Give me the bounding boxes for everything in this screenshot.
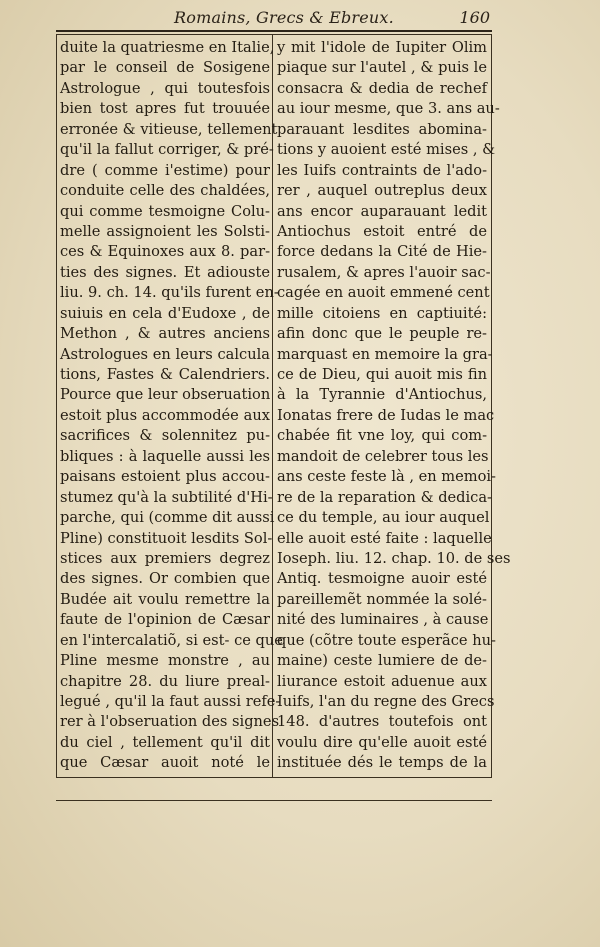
text-line: rer , auquel outreplus deux	[277, 182, 487, 200]
text-line: erronée & vitieuse, tellement	[60, 120, 278, 138]
text-line: estoit plus accommodée aux	[60, 406, 270, 424]
text-line: melle assignoient les Solsti-	[60, 222, 270, 240]
header-rule	[56, 30, 492, 32]
text-line: ce du temple, au iour auquel	[277, 509, 490, 527]
text-line: mille citoiens en captiuité:	[277, 304, 487, 322]
text-line: bien tost apres fut trouuée	[60, 100, 270, 118]
text-line: ans ceste feste là , en memoi-	[277, 468, 496, 486]
text-line: qui comme tesmoigne Colu-	[60, 202, 270, 220]
footer-rule	[56, 800, 492, 801]
text-line: Budée ait voulu remettre la	[60, 590, 270, 608]
text-line: force dedans la Cité de Hie-	[277, 243, 487, 261]
text-line: liurance estoit aduenue aux	[277, 672, 487, 690]
text-line: du ciel , tellement qu'il dit	[60, 733, 270, 751]
text-line: Pline) constituoit lesdits Sol-	[60, 529, 273, 547]
text-line: suiuis en cela d'Eudoxe , de	[60, 304, 270, 322]
text-line: tions y auoient esté mises , &	[277, 141, 496, 159]
text-line: Astrologue , qui toutesfois	[60, 79, 270, 97]
text-line: parauant lesdites abomina-	[277, 120, 487, 138]
text-line: consacra & dedia de rechef	[277, 79, 487, 97]
text-line: bliques : à laquelle aussi les	[60, 447, 270, 465]
text-line: ce de Dieu, qui auoit mis fin	[277, 366, 487, 383]
text-line: ces & Equinoxes aux 8. par-	[60, 243, 270, 261]
text-line: stumez qu'à la subtilité d'Hi-	[60, 488, 273, 506]
text-line: dre ( comme i'estime) pour	[60, 161, 270, 179]
right-column	[277, 38, 511, 774]
text-line: stices aux premiers degrez	[60, 549, 270, 567]
text-line: au iour mesme, que 3. ans au-	[277, 100, 500, 118]
text-line: re de la reparation & dedica-	[277, 488, 492, 506]
text-line: Antiq. tesmoigne auoir esté	[277, 570, 487, 588]
text-line: Astrologues en leurs calcula	[60, 345, 270, 363]
text-line: ans encor auparauant ledit	[277, 202, 487, 220]
text-line: rusalem, & apres l'auoir sac-	[277, 263, 491, 281]
text-line: chapitre 28. du liure preal-	[60, 672, 270, 690]
text-line: des signes. Or combien que	[60, 570, 270, 588]
text-line: duite la quatriesme en Italie,	[60, 39, 275, 56]
text-line: les Iuifs contraints de l'ado-	[277, 161, 487, 179]
text-line: conduite celle des chaldées,	[60, 182, 270, 200]
text-line: instituée dés le temps de la	[277, 754, 487, 772]
text-line: afin donc que le peuple re-	[277, 325, 487, 343]
text-line: 148. d'autres toutefois ont	[277, 713, 487, 731]
page-header	[56, 6, 492, 32]
text-line: Pline mesme monstre , au	[60, 652, 270, 670]
text-line: pareillemẽt nommée la solé-	[277, 590, 487, 608]
text-line: chabée fit vne loy, qui com-	[277, 427, 487, 445]
text-line: paisans estoient plus accou-	[60, 468, 270, 486]
text-line: que Cæsar auoit noté le	[60, 754, 270, 772]
text-line: faute de l'opinion de Cæsar	[60, 611, 270, 629]
text-line: Iuifs, l'an du regne des Grecs	[277, 693, 495, 710]
text-line: ties des signes. Et adiouste	[60, 263, 270, 281]
text-line: y mit l'idole de Iupiter Olim	[277, 39, 487, 56]
text-line: que (cõtre toute esperãce hu-	[277, 631, 496, 649]
text-line: mandoit de celebrer tous les	[277, 447, 489, 465]
text-line: à la Tyrannie d'Antiochus,	[277, 386, 487, 404]
running-title: Romains, Grecs & Ebreux.	[174, 8, 394, 27]
text-line: tions, Fastes & Calendriers.	[60, 366, 270, 383]
text-line: sacrifices & solennitez pu-	[60, 427, 270, 445]
text-line: Ionatas frere de Iudas le mac	[277, 406, 495, 424]
left-column	[60, 38, 283, 774]
text-line: piaque sur l'autel , & puis le	[277, 59, 487, 77]
text-line: marquast en memoire la gra-	[277, 345, 493, 363]
text-line: elle auoit esté faite : laquelle	[277, 529, 492, 547]
text-line: en l'intercalatiõ, si est- ce que	[60, 631, 283, 649]
text-line: Methon , & autres anciens	[60, 325, 270, 343]
text-line: legué , qu'il la faut aussi refe-	[60, 693, 281, 710]
text-line: rer à l'obseruation des signes	[60, 713, 280, 731]
page-number: 160	[459, 8, 490, 27]
text-line: nité des luminaires , à cause	[277, 611, 489, 629]
text-line: parche, qui (comme dit aussi	[60, 509, 275, 527]
text-line: Ioseph. liu. 12. chap. 10. de ses	[277, 549, 511, 567]
text-line: voulu dire qu'elle auoit esté	[277, 733, 487, 751]
text-line: Pource que leur obseruation	[60, 386, 271, 404]
text-line: cagée en auoit emmené cent	[277, 284, 490, 302]
text-line: par le conseil de Sosigene	[60, 59, 270, 77]
text-line: Antiochus estoit entré de	[277, 222, 487, 240]
text-line: qu'il la fallut corriger, & pré-	[60, 141, 274, 159]
text-line: maine) ceste lumiere de de-	[277, 652, 487, 670]
text-line: liu. 9. ch. 14. qu'ils furent en-	[60, 284, 279, 302]
